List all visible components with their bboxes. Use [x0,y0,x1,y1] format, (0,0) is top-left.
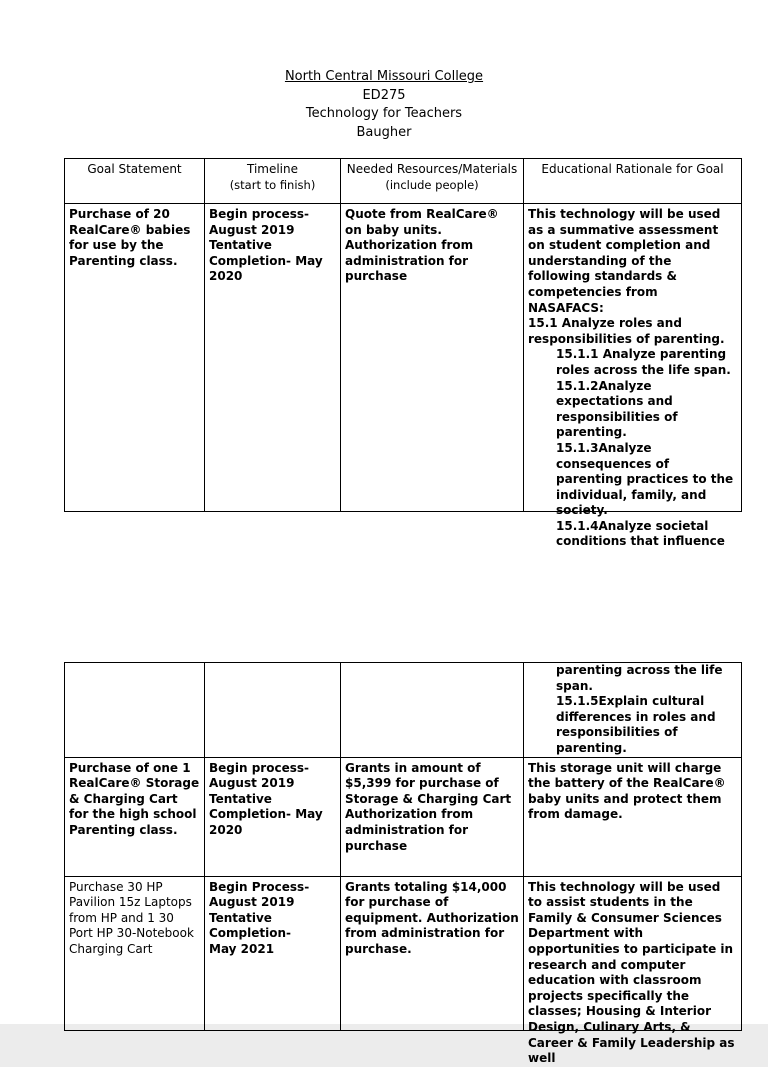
row3-timeline: Begin Process- August 2019 Tentative Completion- May 2021 [205,876,341,1030]
table-row [65,204,742,512]
document-header [0,68,768,142]
goals-table-part-1 [64,158,742,549]
table-row [65,757,742,876]
row2-resources: Grants in amount of $5,399 for purchase of Storage & Charging Cart Authorization from administration for purchase [341,757,524,876]
row3-rationale: This technology will be used to assist students in the Family & Consumer Sciences Department with opportunities to participate in research and computer education with classroom projects specifically the classes; Housing & Interior Design, Culinary Arts, & Career & Family Leadership as well [524,876,742,1030]
instructor-name: Baugher [356,124,412,140]
header-resources: Needed Resources/Materials (include people) [341,159,524,204]
row2-timeline: Begin process- August 2019 Tentative Completion- May 2020 [205,757,341,876]
course-title: Technology for Teachers [305,106,463,121]
header-timeline: Timeline (start to finish) [205,159,341,204]
row1-rationale-continued: parenting across the life span. 15.1.5Explain cultural differences in roles and responsibilities of parenting. [524,663,742,758]
row2-rationale: This storage unit will charge the battery of the RealCare® baby units and protect them from damage. [524,757,742,876]
row3-goal: Purchase 30 HP Pavilion 15z Laptops from HP and 1 30 Port HP 30-Notebook Charging Cart [65,876,205,1030]
table-row [65,876,742,1030]
row1-timeline: Begin process- August 2019 Tentative Completion- May 2020 [205,204,341,512]
course-code: ED275 [362,87,406,103]
goals-table-part-2 [64,662,742,1066]
row1-goal: Purchase of 20 RealCare® babies for use by the Parenting class. [65,204,205,512]
college-name: North Central Missouri College [284,69,484,84]
row3-resources: Grants totaling $14,000 for purchase of equipment. Authorization from administration for purchase. [341,876,524,1030]
header-goal-statement: Goal Statement [65,159,205,204]
row1-resources: Quote from RealCare® on baby units. Authorization from administration for purchase [341,204,524,512]
row2-goal: Purchase of one 1 RealCare® Storage & Charging Cart for the high school Parenting class. [65,757,205,876]
header-rationale: Educational Rationale for Goal [524,159,742,204]
row1-rationale: This technology will be used as a summative assessment on student completion and understanding of the following standards & competencies from NASAFACS: 15.1 Analyze roles and responsibilities of parenting. 15.1.1 Analyze parenting roles across the life span. 15.1.2Analyze expectations and responsibilities of parenting. 15.1.3Analyze consequences of parenting practices to the individual, family, and society. 15.1.4Analyze societal conditions that influence [524,204,742,512]
table-row [65,663,742,758]
table-header-row [65,159,742,204]
